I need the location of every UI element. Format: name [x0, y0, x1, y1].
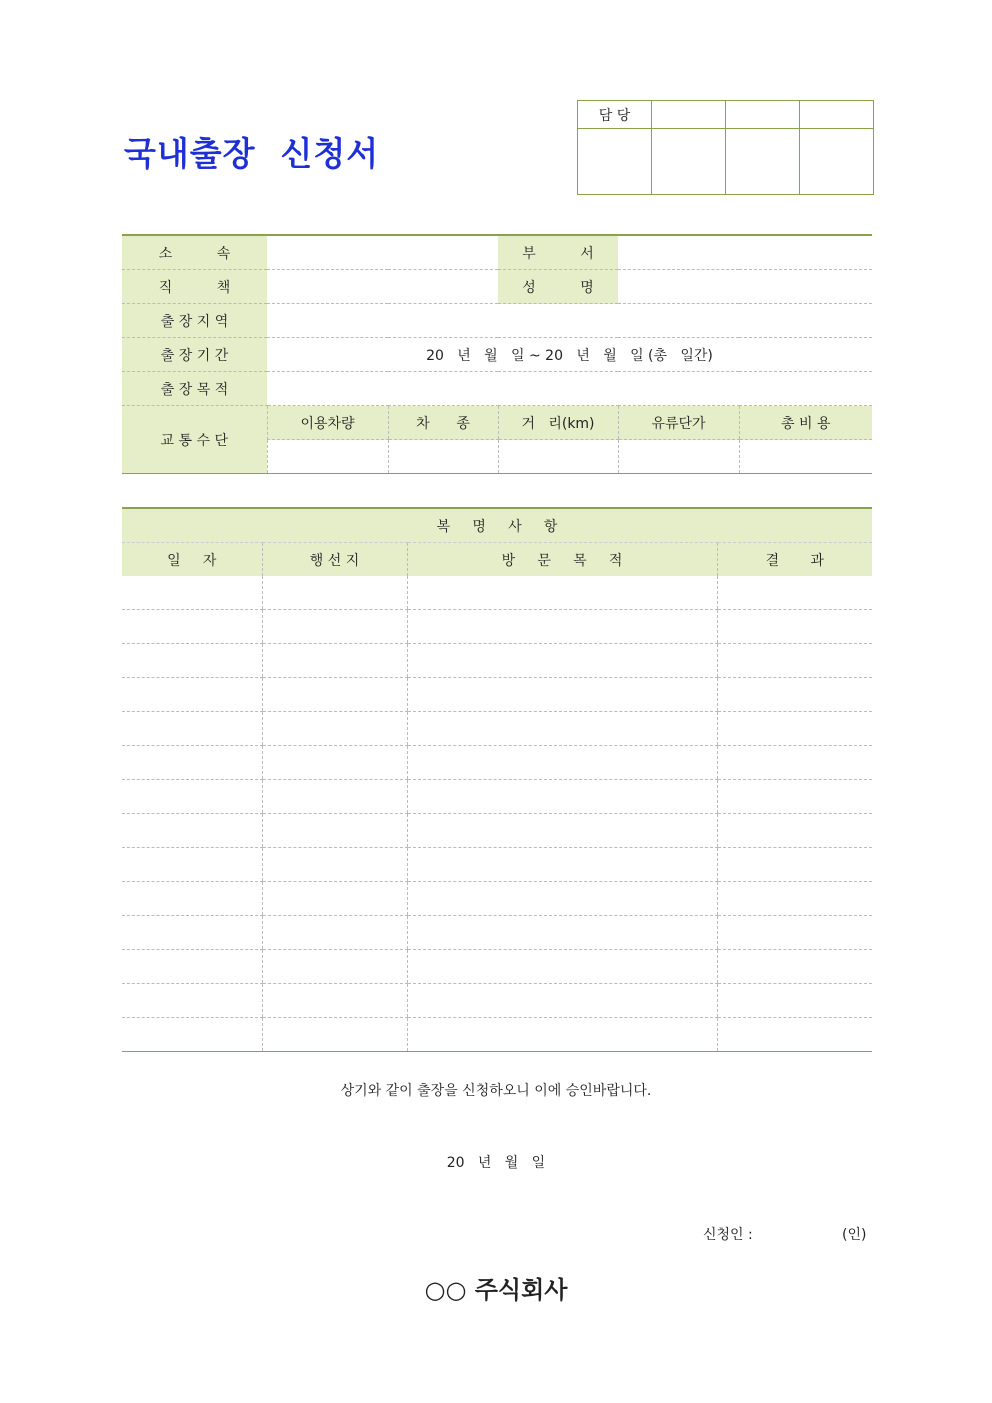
report-result-cell[interactable] — [717, 848, 872, 882]
report-result-cell[interactable] — [717, 916, 872, 950]
transport-label: 교 통 수 단 — [122, 406, 267, 474]
transport-distance-field[interactable] — [498, 440, 618, 474]
report-row — [122, 882, 872, 916]
report-row — [122, 984, 872, 1018]
report-destination-cell[interactable] — [262, 780, 407, 814]
report-date-cell[interactable] — [122, 1018, 262, 1052]
report-result-cell[interactable] — [717, 984, 872, 1018]
report-date-cell[interactable] — [122, 848, 262, 882]
region-label: 출 장 지 역 — [122, 304, 267, 338]
report-purpose-cell[interactable] — [407, 610, 717, 644]
report-destination-cell[interactable] — [262, 678, 407, 712]
report-purpose-cell[interactable] — [407, 678, 717, 712]
report-purpose-cell[interactable] — [407, 712, 717, 746]
report-table — [122, 507, 872, 1052]
report-date-cell[interactable] — [122, 984, 262, 1018]
report-destination-cell[interactable] — [262, 950, 407, 984]
report-destination-cell[interactable] — [262, 984, 407, 1018]
report-destination-cell[interactable] — [262, 814, 407, 848]
report-purpose-cell[interactable] — [407, 746, 717, 780]
report-result-cell[interactable] — [717, 576, 872, 610]
report-row — [122, 746, 872, 780]
transport-total-field[interactable] — [739, 440, 872, 474]
report-purpose-cell[interactable] — [407, 1018, 717, 1052]
purpose-label: 출 장 목 적 — [122, 372, 267, 406]
approval-cell[interactable] — [652, 101, 726, 129]
position-field[interactable] — [267, 270, 498, 304]
seal-mark: (인) — [842, 1227, 867, 1243]
report-row — [122, 678, 872, 712]
report-result-cell[interactable] — [717, 950, 872, 984]
name-field[interactable] — [618, 270, 872, 304]
department-field[interactable] — [618, 235, 872, 270]
report-purpose-cell[interactable] — [407, 950, 717, 984]
transport-vehicle-field[interactable] — [267, 440, 388, 474]
report-date-cell[interactable] — [122, 916, 262, 950]
application-date: 20 년 월 일 — [446, 1155, 546, 1171]
report-result-cell[interactable] — [717, 712, 872, 746]
report-purpose-cell[interactable] — [407, 916, 717, 950]
position-label: 직 책 — [122, 270, 267, 304]
purpose-field[interactable] — [267, 372, 872, 406]
approval-sign-cell[interactable] — [652, 129, 726, 195]
report-row — [122, 1018, 872, 1052]
department-label: 부 서 — [498, 235, 618, 270]
approval-sign-cell[interactable] — [578, 129, 652, 195]
affiliation-label: 소 속 — [122, 235, 267, 270]
report-date-cell[interactable] — [122, 644, 262, 678]
applicant-label: 신청인 : — [703, 1227, 753, 1243]
approval-box — [577, 100, 874, 195]
report-destination-cell[interactable] — [262, 712, 407, 746]
report-purpose-cell[interactable] — [407, 882, 717, 916]
report-destination-cell[interactable] — [262, 916, 407, 950]
report-row — [122, 644, 872, 678]
report-date-cell[interactable] — [122, 814, 262, 848]
report-col-date: 일 자 — [122, 543, 262, 577]
affiliation-field[interactable] — [267, 235, 498, 270]
report-row — [122, 950, 872, 984]
report-destination-cell[interactable] — [262, 882, 407, 916]
report-date-cell[interactable] — [122, 576, 262, 610]
report-row — [122, 610, 872, 644]
approval-sign-cell[interactable] — [726, 129, 800, 195]
approval-cell[interactable] — [726, 101, 800, 129]
approval-sign-cell[interactable] — [800, 129, 874, 195]
report-row — [122, 814, 872, 848]
report-result-cell[interactable] — [717, 746, 872, 780]
report-destination-cell[interactable] — [262, 644, 407, 678]
report-row — [122, 848, 872, 882]
report-destination-cell[interactable] — [262, 848, 407, 882]
report-date-cell[interactable] — [122, 610, 262, 644]
report-date-cell[interactable] — [122, 882, 262, 916]
document-title: 국내출장 신청서 — [124, 134, 380, 173]
approval-header: 담 당 — [578, 101, 652, 129]
approval-cell[interactable] — [800, 101, 874, 129]
report-purpose-cell[interactable] — [407, 814, 717, 848]
transport-fuel-price-field[interactable] — [618, 440, 739, 474]
transport-col-total: 총 비 용 — [739, 406, 872, 440]
report-row — [122, 576, 872, 610]
report-col-destination: 행 선 지 — [262, 543, 407, 577]
transport-col-type: 차 종 — [388, 406, 498, 440]
report-result-cell[interactable] — [717, 644, 872, 678]
report-date-cell[interactable] — [122, 746, 262, 780]
name-label: 성 명 — [498, 270, 618, 304]
transport-col-vehicle: 이용차량 — [267, 406, 388, 440]
period-field[interactable]: 20 년 월 일 ~ 20 년 월 일 (총 일간) — [267, 338, 872, 372]
company-name: ○○ 주식회사 — [424, 1276, 568, 1304]
report-date-cell[interactable] — [122, 780, 262, 814]
transport-type-field[interactable] — [388, 440, 498, 474]
region-field[interactable] — [267, 304, 872, 338]
report-purpose-cell[interactable] — [407, 848, 717, 882]
report-col-purpose: 방 문 목 적 — [407, 543, 717, 577]
report-result-cell[interactable] — [717, 610, 872, 644]
report-result-cell[interactable] — [717, 1018, 872, 1052]
report-destination-cell[interactable] — [262, 576, 407, 610]
statement: 상기와 같이 출장을 신청하오니 이에 승인바랍니다. — [340, 1083, 652, 1099]
report-destination-cell[interactable] — [262, 746, 407, 780]
report-purpose-cell[interactable] — [407, 780, 717, 814]
report-col-result: 결 과 — [717, 543, 872, 577]
transport-col-distance: 거 리(km) — [498, 406, 618, 440]
report-result-cell[interactable] — [717, 780, 872, 814]
report-result-cell[interactable] — [717, 814, 872, 848]
report-purpose-cell[interactable] — [407, 644, 717, 678]
report-purpose-cell[interactable] — [407, 576, 717, 610]
report-row — [122, 712, 872, 746]
report-date-cell[interactable] — [122, 712, 262, 746]
report-rows — [122, 576, 872, 1052]
report-date-cell[interactable] — [122, 950, 262, 984]
report-title: 복 명 사 항 — [122, 508, 872, 543]
report-destination-cell[interactable] — [262, 1018, 407, 1052]
report-row — [122, 780, 872, 814]
transport-col-fuel-price: 유류단가 — [618, 406, 739, 440]
report-result-cell[interactable] — [717, 882, 872, 916]
period-label: 출 장 기 간 — [122, 338, 267, 372]
report-destination-cell[interactable] — [262, 610, 407, 644]
report-row — [122, 916, 872, 950]
report-purpose-cell[interactable] — [407, 984, 717, 1018]
trip-info-table — [122, 234, 872, 474]
report-result-cell[interactable] — [717, 678, 872, 712]
report-date-cell[interactable] — [122, 678, 262, 712]
